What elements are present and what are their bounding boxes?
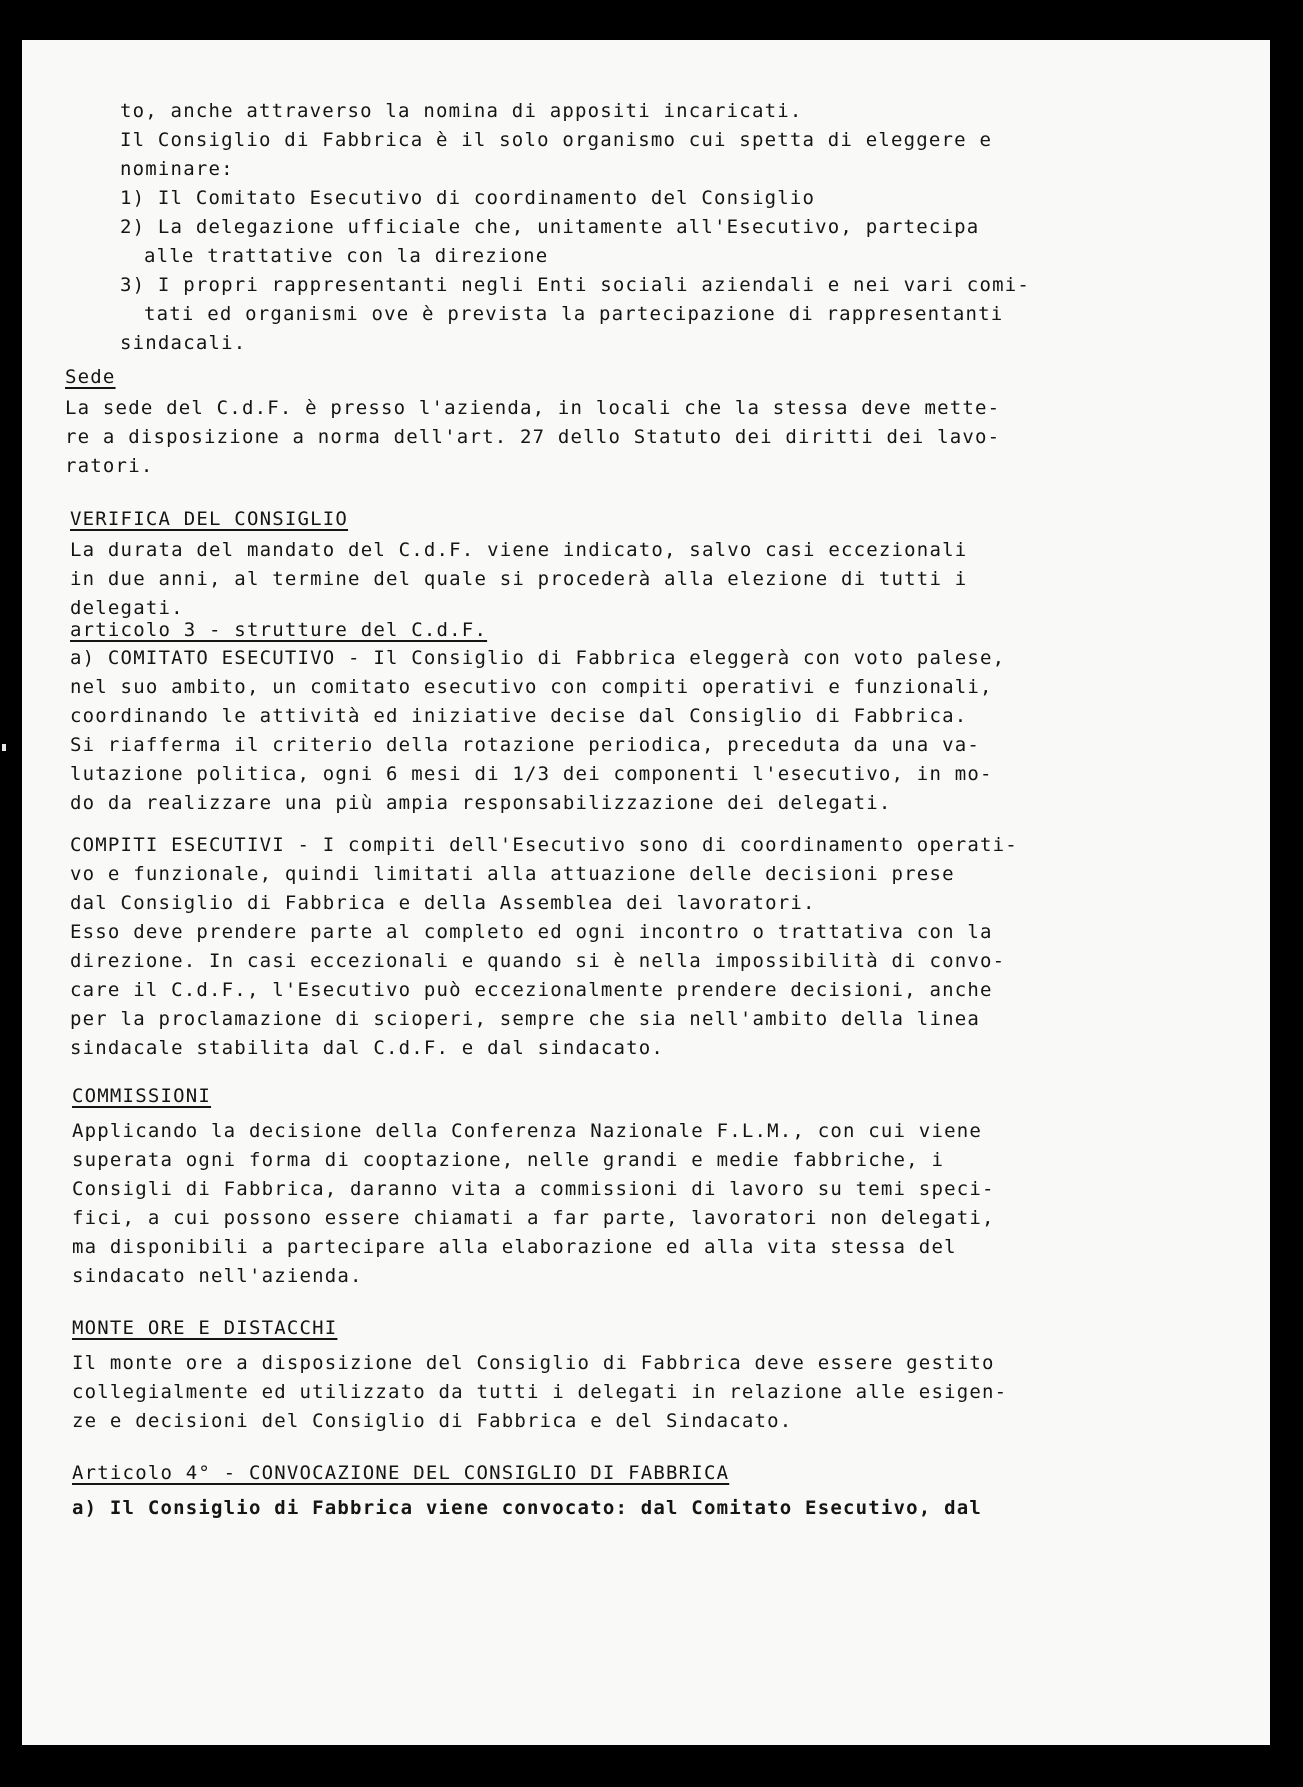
text-line: fici, a cui possono essere chiamati a far parte, lavoratori non delegati,: [72, 1207, 995, 1229]
text-line: ratori.: [65, 455, 154, 477]
text-line: sindacali.: [120, 332, 247, 354]
section-heading-sede: Sede: [65, 366, 116, 388]
scan-margin-mark: [2, 744, 6, 751]
text-line: Esso deve prendere parte al completo ed ogni incontro o trattativa con la: [70, 921, 993, 943]
text-line: Il monte ore a disposizione del Consiglio di Fabbrica deve essere gestito: [72, 1352, 995, 1374]
section-heading-monte-ore: MONTE ORE E DISTACCHI: [72, 1317, 338, 1339]
text-line: to, anche attraverso la nomina di appositi incaricati.: [120, 100, 803, 122]
text-line: Applicando la decisione della Conferenza Nazionale F.L.M., con cui viene: [72, 1120, 983, 1142]
text-line: sindacato nell'azienda.: [72, 1265, 363, 1287]
text-line: care il C.d.F., l'Esecutivo può eccezionalmente prendere decisioni, anche: [70, 979, 993, 1001]
text-line: COMPITI ESECUTIVI - I compiti dell'Esecutivo sono di coordinamento operati-: [70, 834, 1018, 856]
text-line: sindacale stabilita dal C.d.F. e dal sindacato.: [70, 1037, 665, 1059]
text-line: La sede del C.d.F. è presso l'azienda, in locali che la stessa deve mette-: [65, 397, 1001, 419]
section-heading-commissioni: COMMISSIONI: [72, 1085, 212, 1107]
text-line: Si riafferma il criterio della rotazione periodica, preceduta da una va-: [70, 734, 981, 756]
text-line: La durata del mandato del C.d.F. viene indicato, salvo casi eccezionali: [70, 539, 968, 561]
list-item-1: 1) Il Comitato Esecutivo di coordinamento del Consiglio: [120, 187, 816, 209]
text-line-bold: a) Il Consiglio di Fabbrica viene convocato: dal Comitato Esecutivo, dal: [72, 1497, 983, 1519]
text-line: vo e funzionale, quindi limitati alla attuazione delle decisioni prese: [70, 863, 955, 885]
text-line: dal Consiglio di Fabbrica e della Assemblea dei lavoratori.: [70, 892, 816, 914]
text-line: in due anni, al termine del quale si procederà alla elezione di tutti i: [70, 568, 968, 590]
list-item-3: 3) I propri rappresentanti negli Enti sociali aziendali e nei vari comi-: [120, 274, 1031, 296]
list-item-2: 2) La delegazione ufficiale che, unitamente all'Esecutivo, partecipa: [120, 216, 980, 238]
text-line: direzione. In casi eccezionali e quando si è nella impossibilità di convo-: [70, 950, 1006, 972]
paper-sheet: [22, 40, 1270, 1745]
document-body: [22, 40, 1270, 1519]
text-line: a) COMITATO ESECUTIVO - Il Consiglio di Fabbrica eleggerà con voto palese,: [70, 647, 1006, 669]
text-line: collegialmente ed utilizzato da tutti i delegati in relazione alle esigen-: [72, 1381, 1008, 1403]
text-line: delegati.: [70, 597, 184, 619]
text-line: re a disposizione a norma dell'art. 27 dello Statuto dei diritti dei lavo-: [65, 426, 1001, 448]
text-line: Il Consiglio di Fabbrica è il solo organismo cui spetta di eleggere e: [120, 129, 993, 151]
text-line: ze e decisioni del Consiglio di Fabbrica e del Sindacato.: [72, 1410, 793, 1432]
text-line: nel suo ambito, un comitato esecutivo con compiti operativi e funzionali,: [70, 676, 993, 698]
list-item-2-continuation: alle trattative con la direzione: [144, 245, 549, 267]
text-line: Consigli di Fabbrica, daranno vita a commissioni di lavoro su temi speci-: [72, 1178, 995, 1200]
text-line: ma disponibili a partecipare alla elaborazione ed alla vita stessa del: [72, 1236, 957, 1258]
section-heading-verifica: VERIFICA DEL CONSIGLIO: [70, 508, 349, 530]
section-heading-articolo-3: articolo 3 - strutture del C.d.F.: [70, 619, 488, 641]
list-item-3-continuation: tati ed organismi ove è prevista la partecipazione di rappresentanti: [144, 303, 1004, 325]
text-line: per la proclamazione di scioperi, sempre che sia nell'ambito della linea: [70, 1008, 981, 1030]
text-line: superata ogni forma di cooptazione, nelle grandi e medie fabbriche, i: [72, 1149, 945, 1171]
text-line: coordinando le attività ed iniziative decise dal Consiglio di Fabbrica.: [70, 705, 968, 727]
text-line: do da realizzare una più ampia responsabilizzazione dei delegati.: [70, 792, 892, 814]
text-line: lutazione politica, ogni 6 mesi di 1/3 dei componenti l'esecutivo, in mo-: [70, 763, 993, 785]
section-heading-articolo-4: Articolo 4° - CONVOCAZIONE DEL CONSIGLIO DI FABBRICA: [72, 1462, 730, 1484]
text-line: nominare:: [120, 158, 234, 180]
